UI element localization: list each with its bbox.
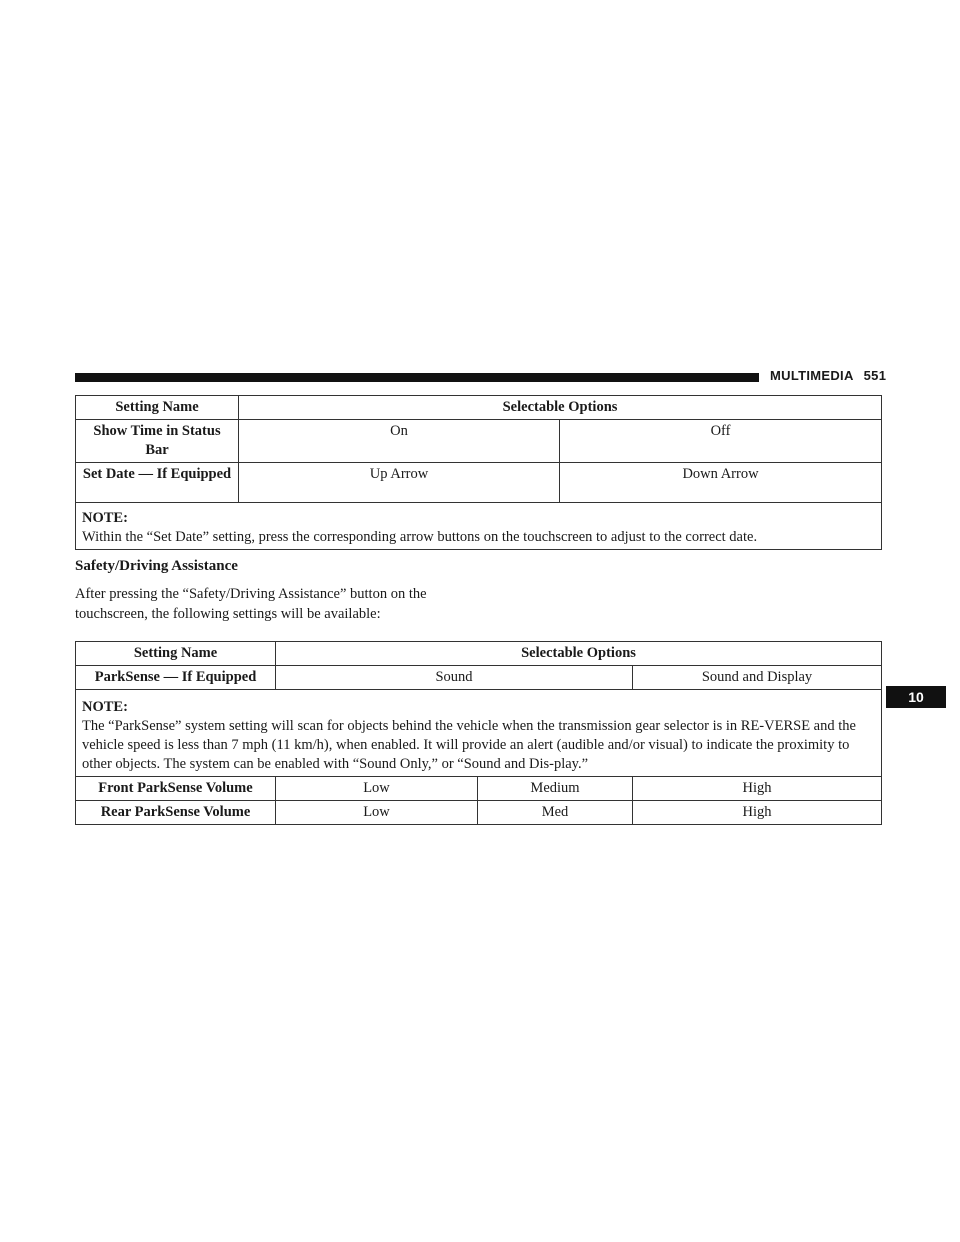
header-setting-name: Setting Name <box>76 642 276 666</box>
table-row <box>76 801 882 825</box>
setting-name-cell: Set Date — If Equipped <box>76 463 239 503</box>
note-text: Within the “Set Date” setting, press the corresponding arrow buttons on the touchscreen to adjust to the correct date. <box>82 529 758 545</box>
note-label: NOTE: <box>82 699 128 715</box>
note-row <box>76 503 882 550</box>
option-cell: High <box>633 777 882 801</box>
table-row <box>76 420 882 463</box>
safety-settings-table <box>75 641 882 825</box>
setting-name-cell: Rear ParkSense Volume <box>76 801 276 825</box>
table-row <box>76 463 882 503</box>
note-text: The “ParkSense” system setting will scan for objects behind the vehicle when the transmission gear selector is in RE-VERSE and the vehicle speed is less than 7 mph (11 km/h), when enabled. It will provide an alert (audible and/or visual) to indicate the proximity to other objects. The system can be enabled with “Sound Only,” or “Sound and Dis-play.” <box>82 718 856 772</box>
section-title: MULTIMEDIA <box>770 368 854 383</box>
note-row <box>76 690 882 777</box>
section-heading: Safety/Driving Assistance <box>75 558 238 574</box>
note-label: NOTE: <box>82 510 128 526</box>
option-cell: Low <box>276 801 478 825</box>
option-cell: Sound <box>276 666 633 690</box>
running-header <box>770 368 886 383</box>
table-header-row <box>76 396 882 420</box>
header-setting-name: Setting Name <box>76 396 239 420</box>
table-row <box>76 666 882 690</box>
setting-name-cell: ParkSense — If Equipped <box>76 666 276 690</box>
header-rule <box>75 373 759 382</box>
note-cell <box>76 690 882 777</box>
option-cell: Med <box>478 801 633 825</box>
option-cell: Sound and Display <box>633 666 882 690</box>
page-number: 551 <box>863 368 887 383</box>
option-cell: Down Arrow <box>560 463 882 503</box>
setting-name-cell: Show Time in Status Bar <box>76 420 239 463</box>
option-cell: Low <box>276 777 478 801</box>
option-cell: Off <box>560 420 882 463</box>
header-selectable-options: Selectable Options <box>276 642 882 666</box>
option-cell: High <box>633 801 882 825</box>
option-cell: Up Arrow <box>239 463 560 503</box>
note-cell <box>76 503 882 550</box>
header-selectable-options: Selectable Options <box>239 396 882 420</box>
chapter-tab: 10 <box>886 686 946 708</box>
table-header-row <box>76 642 882 666</box>
option-cell: Medium <box>478 777 633 801</box>
table-row <box>76 777 882 801</box>
display-settings-table <box>75 395 882 550</box>
setting-name-cell: Front ParkSense Volume <box>76 777 276 801</box>
intro-paragraph: After pressing the “Safety/Driving Assistance” button on the touchscreen, the following settings will be available: <box>75 586 427 622</box>
option-cell: On <box>239 420 560 463</box>
